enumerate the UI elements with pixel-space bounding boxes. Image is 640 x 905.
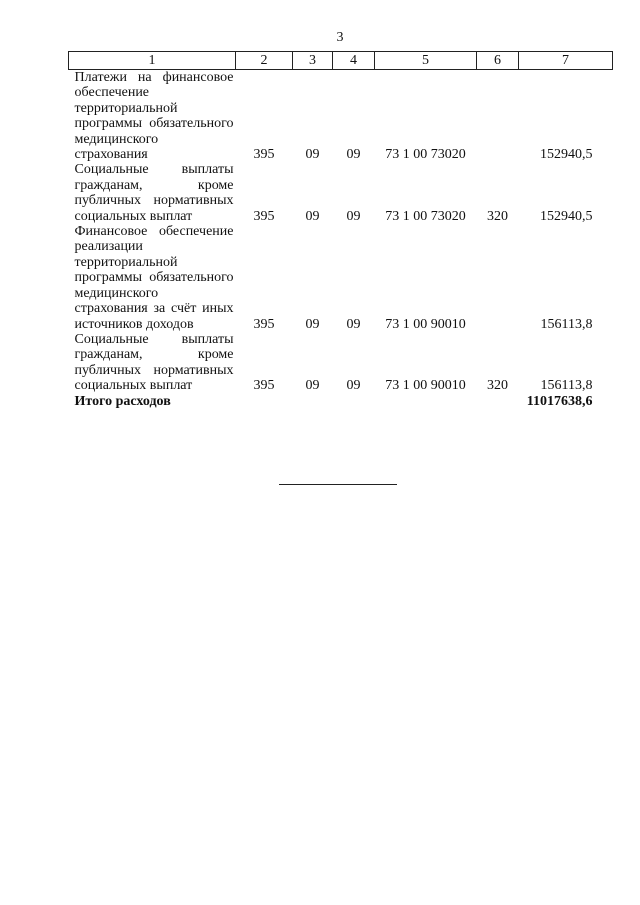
row-description: Финансовое обеспечение реализации территориальной программы обязательного медицинского страхования за счёт иных источников доходов xyxy=(74,224,234,332)
table-row xyxy=(69,162,613,224)
row-amount: 156113,8 xyxy=(540,378,593,394)
column-header: 1 xyxy=(69,52,236,70)
column-header: 6 xyxy=(477,52,519,70)
total-amount: 11017638,6 xyxy=(526,393,593,409)
row-code-5: 73 1 00 90010 xyxy=(385,316,466,332)
column-header: 3 xyxy=(293,52,333,70)
table-row xyxy=(69,224,613,332)
row-code-6: 320 xyxy=(487,208,508,224)
row-amount: 156113,8 xyxy=(540,316,593,332)
row-code-5: 73 1 00 73020 xyxy=(385,147,466,163)
expenditure-table xyxy=(68,51,613,409)
row-code-4: 09 xyxy=(346,208,361,224)
total-label: Итого расходов xyxy=(74,393,171,409)
row-amount: 152940,5 xyxy=(540,147,593,163)
row-code-2: 395 xyxy=(253,147,275,163)
row-code-2: 395 xyxy=(253,208,275,224)
row-code-3: 09 xyxy=(305,378,320,394)
column-number-header-row xyxy=(69,52,613,70)
column-header: 2 xyxy=(236,52,293,70)
table-row xyxy=(69,70,613,163)
row-code-6 xyxy=(477,70,519,163)
page-number: 3 xyxy=(336,30,344,45)
end-divider-line xyxy=(279,484,397,485)
row-code-3: 09 xyxy=(305,208,320,224)
row-code-4: 09 xyxy=(346,316,361,332)
row-code-3: 09 xyxy=(305,147,320,163)
total-row xyxy=(69,394,613,409)
table-row xyxy=(69,332,613,394)
row-amount: 152940,5 xyxy=(540,208,593,224)
row-code-6 xyxy=(477,224,519,332)
row-code-5: 73 1 00 90010 xyxy=(385,378,466,394)
row-description: Платежи на финансовое обеспечение территориальной программы обязательного медицинского страхования xyxy=(74,70,234,163)
row-code-4: 09 xyxy=(346,378,361,394)
row-description: Социальные выплаты гражданам, кроме публичных нормативных социальных выплат xyxy=(74,331,234,394)
column-header: 7 xyxy=(519,52,613,70)
column-header: 4 xyxy=(333,52,375,70)
row-code-4: 09 xyxy=(346,147,361,163)
row-code-2: 395 xyxy=(253,378,275,394)
row-code-5: 73 1 00 73020 xyxy=(385,208,466,224)
row-description: Социальные выплаты гражданам, кроме публичных нормативных социальных выплат xyxy=(74,162,234,224)
row-code-6: 320 xyxy=(487,378,508,394)
row-code-2: 395 xyxy=(253,316,275,332)
row-code-3: 09 xyxy=(305,316,320,332)
column-header: 5 xyxy=(375,52,477,70)
